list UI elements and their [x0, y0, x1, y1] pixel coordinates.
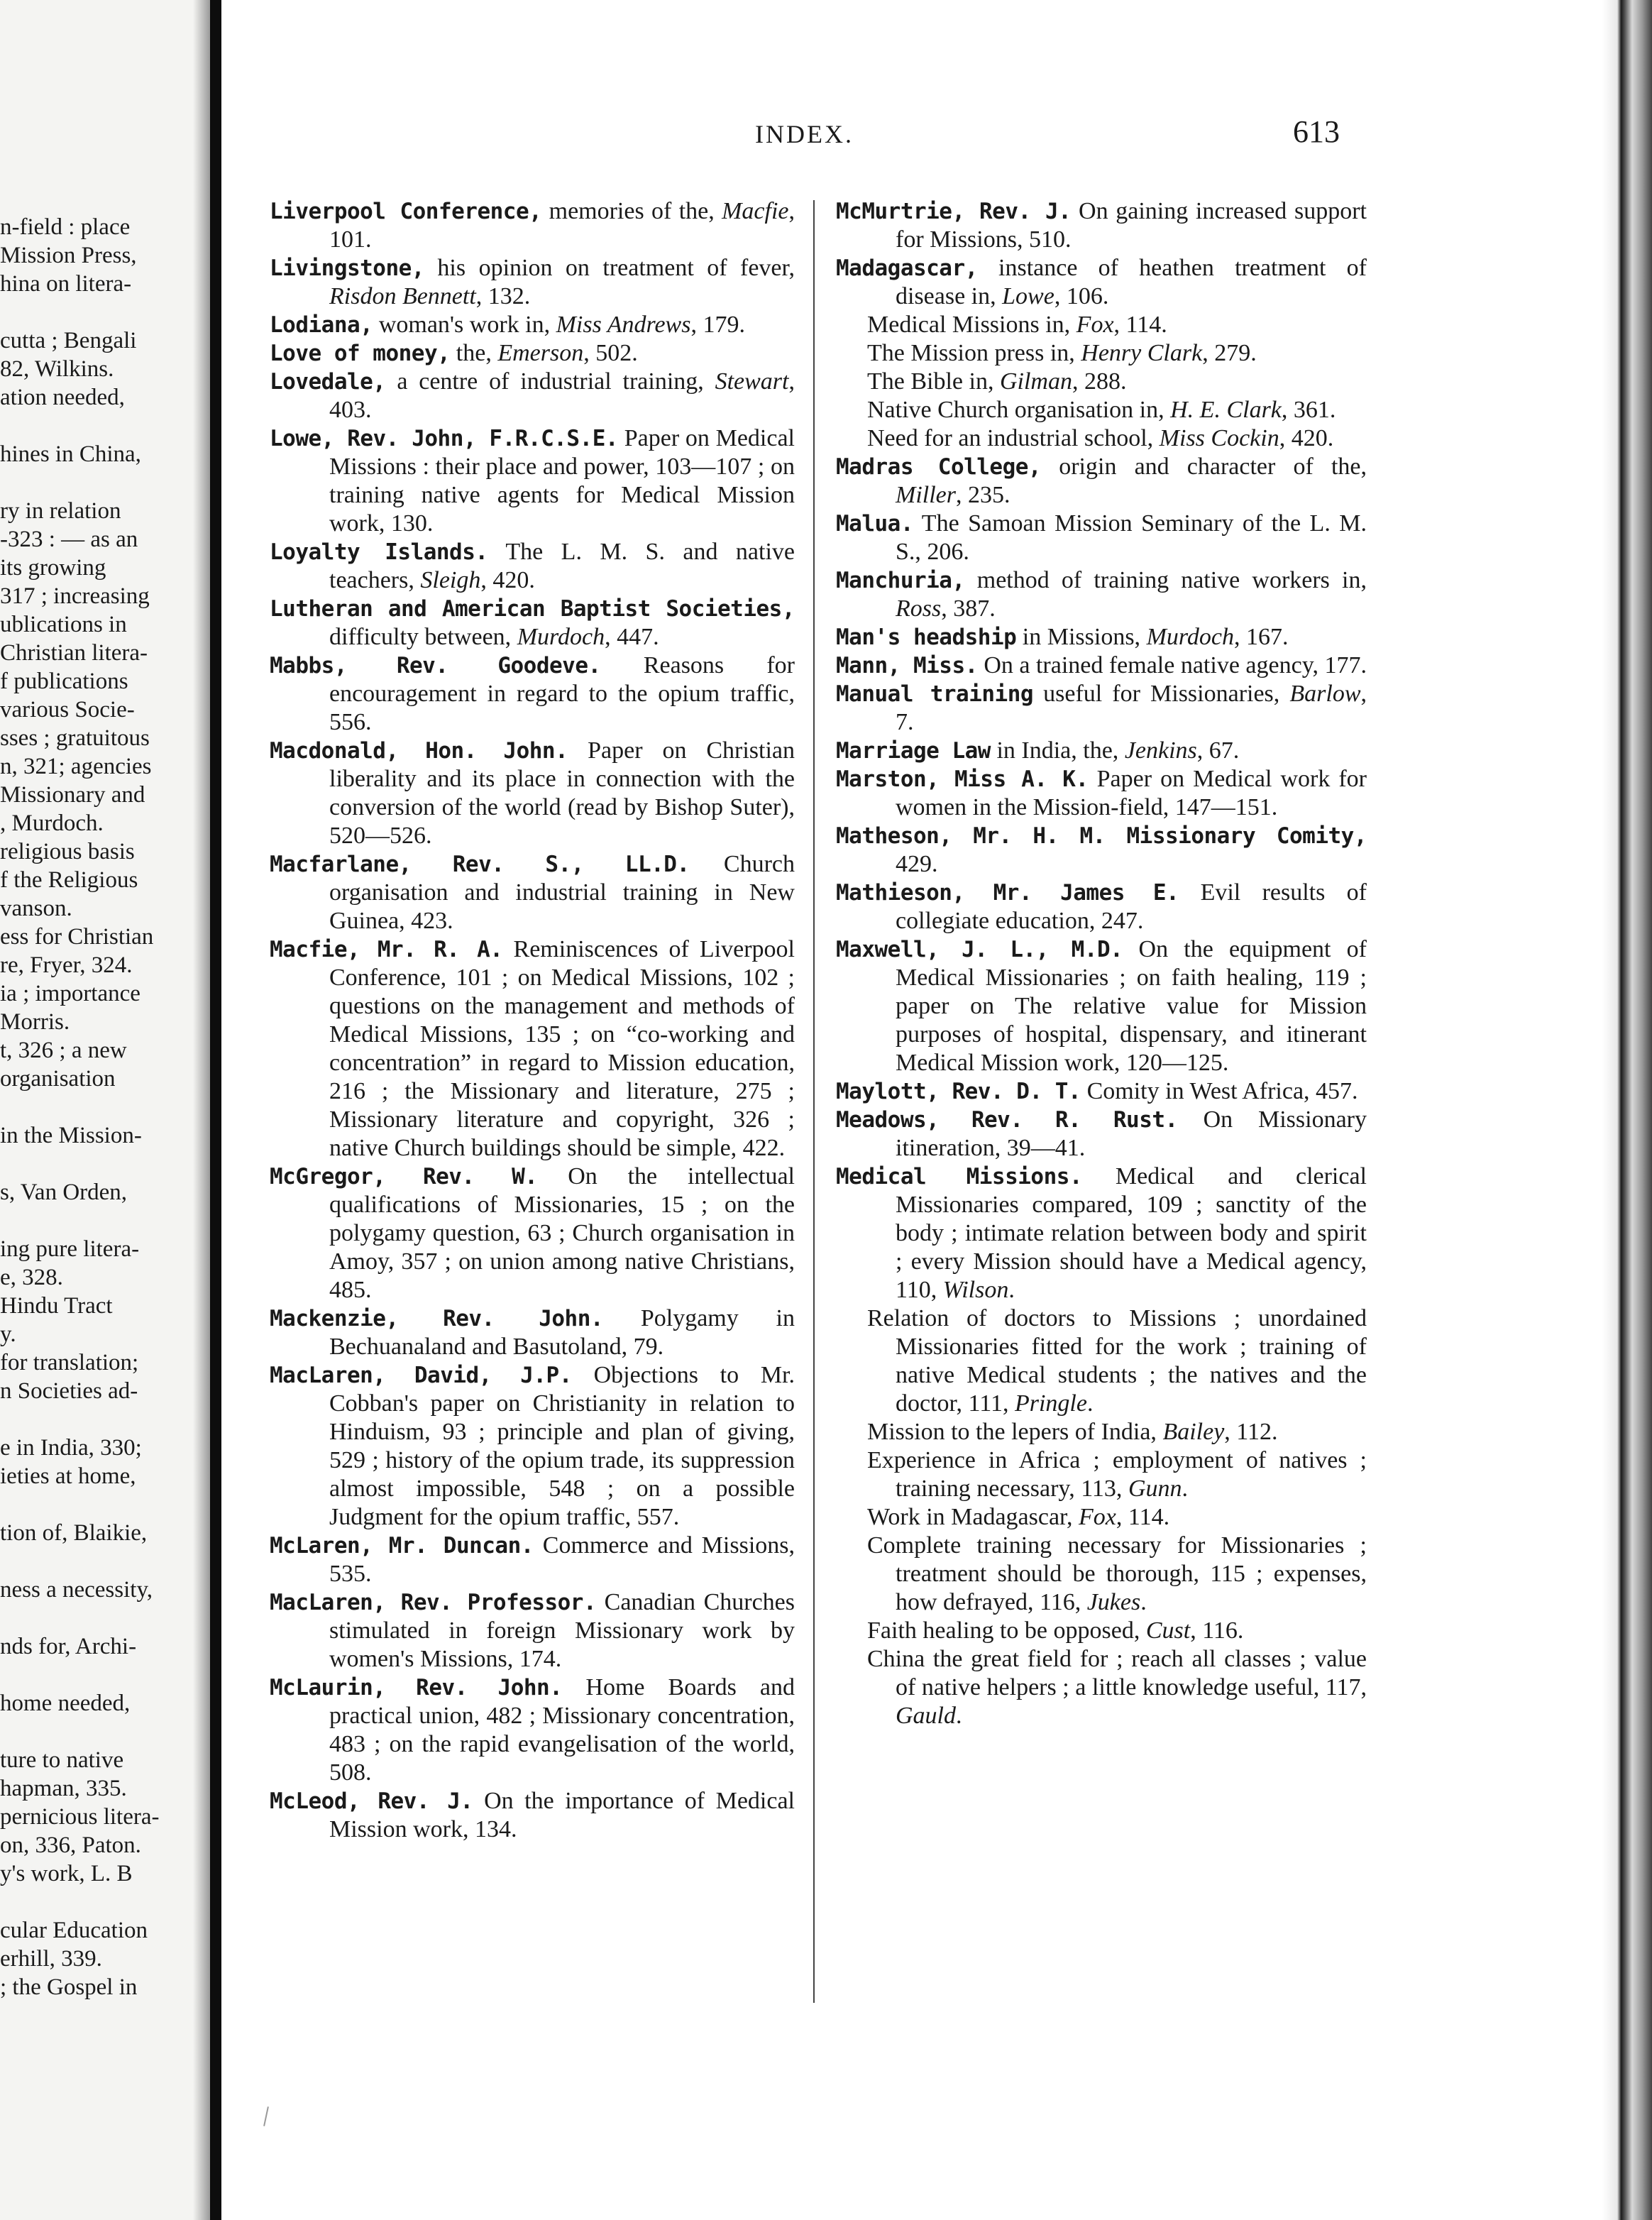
entry-text: Complete training necessary for Missionaries ; treatment should be thorough, 115 ; expenses, how defrayed, 116, [867, 1532, 1367, 1615]
entry-heading: Man's headship [836, 625, 1017, 650]
facing-page-line: hapman, 335. [0, 1776, 127, 1801]
facing-page-line: Mission Press, [0, 243, 137, 268]
facing-page-line: f the Religious [0, 867, 138, 893]
index-entry [270, 1532, 795, 1588]
facing-page-line: cular Education [0, 1918, 148, 1943]
facing-page-line: its growing [0, 555, 106, 581]
entry-text: instance of heathen treatment of disease in, [896, 255, 1367, 309]
facing-page-line: n Societies ad- [0, 1378, 138, 1404]
entry-author: Fox [1079, 1504, 1116, 1530]
facing-page-line: Hindu Tract [0, 1293, 113, 1319]
entry-text: Church organisation and industrial training in New Guinea, 423. [329, 851, 795, 934]
index-subentry [836, 1503, 1367, 1532]
entry-heading: MacLaren, Rev. Professor. [270, 1590, 597, 1615]
index-entry [836, 652, 1367, 680]
entry-text: The Samoan Mission Seminary of the L. M. S., 206. [896, 510, 1367, 565]
facing-page-line: on, 336, Paton. [0, 1832, 141, 1858]
entry-text: Objections to Mr. Cobban's paper on Christianity in relation to Hinduism, 93 ; principle and plan of giving, 529 ; history of the opium trade, its suppression almost impossible, 548 ; on a possible Judgment for the opium traffic, 557. [329, 1362, 795, 1530]
index-subentry [836, 1418, 1367, 1446]
entry-heading: Meadows, Rev. R. Rust. [836, 1107, 1178, 1133]
entry-author: Risdon Bennett [329, 283, 476, 309]
entry-heading: Maxwell, J. L., M.D. [836, 937, 1123, 962]
index-subentry [836, 311, 1367, 339]
facing-page-line: organisation [0, 1066, 116, 1092]
entry-text: Reasons for encouragement in regard to the opium traffic, 556. [329, 652, 795, 735]
entry-text: in India, the, [990, 737, 1125, 764]
entry-locator: , 67. [1196, 737, 1240, 764]
facing-page-line: 82, Wilkins. [0, 356, 114, 382]
facing-page-line: vanson. [0, 896, 72, 921]
index-entry [270, 1163, 795, 1304]
index-subentry [836, 424, 1367, 453]
index-entry [836, 1077, 1367, 1106]
entry-author: Emerson [497, 340, 584, 366]
entry-author: Stewart [715, 368, 789, 395]
index-entry [270, 254, 795, 311]
index-entry [836, 510, 1367, 566]
facing-page-line: e, 328. [0, 1265, 63, 1290]
entry-text: China the great field for ; reach all classes ; value of native helpers ; a little knowledge useful, 117, [867, 1646, 1367, 1700]
index-subentry [836, 396, 1367, 424]
entry-heading: McLaren, Mr. Duncan. [270, 1533, 534, 1559]
entry-heading: McLeod, Rev. J. [270, 1788, 473, 1814]
facing-page-line: e in India, 330; [0, 1435, 142, 1461]
entry-heading: Mathieson, Mr. James E. [836, 880, 1179, 906]
entry-text: On the intellectual qualifications of Missionaries, 15 ; on the polygamy question, 63 ; Church organisation in Amoy, 357 ; on union among native Christians, 485. [329, 1163, 795, 1303]
facing-page-line: Missionary and [0, 782, 145, 808]
facing-page-line: ry in relation [0, 498, 121, 524]
facing-page-line: ing pure litera- [0, 1236, 140, 1262]
entry-locator: , 361. [1281, 397, 1336, 423]
entry-heading: Loyalty Islands. [270, 539, 488, 565]
entry-heading: Liverpool Conference, [270, 199, 542, 224]
index-column-left [270, 197, 795, 1844]
entry-locator: , 112. [1224, 1419, 1278, 1445]
facing-page-line: ess for Christian [0, 924, 154, 950]
facing-page-line: tion of, Blaikie, [0, 1520, 148, 1546]
entry-heading: Mann, Miss. [836, 653, 978, 678]
entry-author: Murdoch [1146, 624, 1234, 650]
entry-text: On the importance of Medical Mission work, 134. [329, 1788, 795, 1842]
index-entry [836, 197, 1367, 254]
index-entry [836, 935, 1367, 1077]
entry-text: a centre of industrial training, [385, 368, 715, 395]
column-rule [813, 200, 815, 2003]
entry-author: Sleigh [420, 567, 481, 593]
entry-heading: Macfarlane, Rev. S., LL.D. [270, 852, 690, 877]
index-subentry [836, 1532, 1367, 1617]
index-entry [836, 879, 1367, 935]
entry-locator: , 101. [329, 198, 795, 253]
entry-text: On gaining increased support for Missions, 510. [896, 198, 1367, 253]
entry-text: woman's work in, [373, 312, 556, 338]
entry-text: in Missions, [1016, 624, 1147, 650]
entry-text: Paper on Christian liberality and its place in connection with the conversion of the world (read by Bishop Suter), 520—526. [329, 737, 795, 849]
facing-page-line: n, 321; agencies [0, 754, 152, 779]
index-entry [270, 1588, 795, 1674]
index-entry [836, 254, 1367, 311]
entry-author: Macfie [722, 198, 789, 224]
entry-text: useful for Missionaries, [1033, 681, 1290, 707]
facing-page-line: ture to native [0, 1747, 124, 1773]
index-entry [836, 765, 1367, 822]
entry-heading: Livingstone, [270, 255, 424, 281]
facing-page-line: religious basis [0, 839, 135, 864]
index-subentry [836, 1446, 1367, 1503]
index-entry [270, 339, 795, 368]
entry-author: Jenkins [1124, 737, 1197, 764]
book-binding [210, 0, 221, 2220]
facing-page-line: f publications [0, 669, 128, 694]
facing-page-line: erhill, 339. [0, 1946, 102, 1972]
entry-text: Relation of doctors to Missions ; unordained Missionaries fitted for the work ; training of native Medical students ; the natives and the doctor, 111, [867, 1305, 1367, 1417]
entry-author: Miller [896, 482, 956, 508]
entry-author: Miss Andrews [556, 312, 691, 338]
index-entry [270, 311, 795, 339]
index-entry [270, 935, 795, 1163]
facing-page-line: hina on litera- [0, 271, 132, 297]
entry-author: Cust [1145, 1617, 1191, 1644]
facing-page-line: various Socie- [0, 697, 135, 722]
index-column-right [836, 197, 1367, 1730]
index-subentry [836, 339, 1367, 368]
entry-heading: Lodiana, [270, 312, 373, 338]
facing-page-line: ieties at home, [0, 1463, 136, 1489]
facing-page-line: hines in China, [0, 441, 141, 467]
facing-page-line: n-field : place [0, 214, 131, 240]
running-head: INDEX. [755, 120, 854, 148]
facing-page-line: 317 ; increasing [0, 583, 150, 609]
entry-text: Mission to the lepers of India, [867, 1419, 1163, 1445]
facing-page-line: sses ; gratuitous [0, 725, 150, 751]
entry-heading: Mackenzie, Rev. John. [270, 1306, 604, 1331]
entry-locator: , 420. [480, 567, 535, 593]
entry-heading: Medical Missions. [836, 1164, 1083, 1189]
entry-locator: , 279. [1202, 340, 1257, 366]
page-number: 613 [1293, 114, 1340, 149]
facing-page-line: re, Fryer, 324. [0, 952, 133, 978]
entry-locator: . [1008, 1277, 1015, 1303]
entry-locator: , 7. [896, 681, 1367, 735]
entry-author: Miss Cockin [1159, 425, 1279, 451]
index-entry [270, 850, 795, 935]
index-subentry [836, 1617, 1367, 1645]
entry-heading: McGregor, Rev. W. [270, 1164, 538, 1189]
entry-author: Jukes [1086, 1589, 1141, 1615]
page-edge-shadow [1602, 0, 1652, 2220]
entry-text: The Bible in, [867, 368, 1000, 395]
paper-mark [263, 2106, 269, 2126]
entry-locator: , 387. [941, 595, 996, 622]
index-entry [270, 197, 795, 254]
index-entry [270, 368, 795, 424]
index-entry [270, 1674, 795, 1787]
entry-heading: McLaurin, Rev. John. [270, 1675, 563, 1700]
entry-text: Faith healing to be opposed, [867, 1617, 1146, 1644]
index-entry [270, 652, 795, 737]
index-entry [836, 680, 1367, 737]
facing-page-line: in the Mission- [0, 1123, 142, 1148]
index-entry [836, 1163, 1367, 1304]
index-entry [270, 595, 795, 652]
entry-locator: , 447. [605, 624, 659, 650]
entry-heading: Matheson, Mr. H. M. Missionary Comity, [836, 823, 1367, 849]
entry-locator: , 288. [1072, 368, 1127, 395]
entry-author: Lowe [1002, 283, 1054, 309]
index-entry [836, 566, 1367, 623]
entry-text: Medical Missions in, [867, 312, 1076, 338]
entry-text: Medical and clerical Missionaries compared, 109 ; sanctity of the body ; intimate relation between body and spirit ; every Mission should have a Medical agency, 110, [896, 1163, 1367, 1303]
entry-text: Need for an industrial school, [867, 425, 1160, 451]
facing-page-line: ublications in [0, 612, 127, 637]
entry-heading: Lutheran and American Baptist Societies, [270, 596, 795, 622]
facing-page-line: home needed, [0, 1691, 131, 1716]
index-entry [270, 424, 795, 538]
gutter-shadow [193, 0, 210, 2220]
facing-page-line: Christian litera- [0, 640, 148, 666]
facing-page-line: y. [0, 1321, 16, 1347]
entry-heading: Manchuria, [836, 568, 965, 593]
entry-text: Canadian Churches stimulated in foreign Missionary work by women's Missions, 174. [329, 1589, 795, 1672]
facing-page-line: ness a necessity, [0, 1577, 153, 1603]
entry-heading: Lowe, Rev. John, F.R.C.S.E. [270, 426, 619, 451]
facing-page-line: y's work, L. B [0, 1861, 133, 1886]
entry-text: Paper on Medical work for women in the Mission-field, 147—151. [896, 766, 1367, 820]
entry-author: Henry Clark [1081, 340, 1203, 366]
entry-locator: , 502. [583, 340, 638, 366]
entry-locator: , 179. [690, 312, 745, 338]
facing-page-fragment [0, 0, 210, 2220]
entry-text: On a trained female native agency, 177. [977, 652, 1367, 678]
entry-locator: , 114. [1113, 312, 1167, 338]
entry-author: Gunn [1128, 1476, 1182, 1502]
entry-text: difficulty between, [329, 624, 517, 650]
entry-author: Gauld [896, 1703, 956, 1729]
entry-text: Commerce and Missions, 535. [329, 1532, 795, 1587]
entry-text: Experience in Africa ; employment of natives ; training necessary, 113, [867, 1447, 1367, 1502]
entry-author: Ross [896, 595, 942, 622]
index-entry [836, 822, 1367, 879]
entry-text: The Mission press in, [867, 340, 1081, 366]
index-entry [270, 538, 795, 595]
facing-page-line: cutta ; Bengali [0, 328, 137, 353]
entry-text: Evil results of collegiate education, 247. [896, 879, 1367, 934]
entry-locator: , 235. [955, 482, 1011, 508]
entry-locator: , 116. [1190, 1617, 1244, 1644]
facing-page-line: nds for, Archi- [0, 1634, 137, 1659]
facing-page-line: ation needed, [0, 385, 125, 410]
entry-locator: . [956, 1703, 962, 1729]
facing-page-line: t, 326 ; a new [0, 1038, 127, 1063]
entry-text: Native Church organisation in, [867, 397, 1171, 423]
entry-author: Barlow [1289, 681, 1361, 707]
index-entry [836, 623, 1367, 652]
entry-author: H. E. Clark [1170, 397, 1282, 423]
entry-locator: , 403. [329, 368, 795, 423]
entry-heading: McMurtrie, Rev. J. [836, 199, 1072, 224]
entry-heading: Love of money, [270, 341, 451, 366]
facing-page-line: ia ; importance [0, 981, 141, 1006]
entry-text: method of training native workers in, [964, 567, 1367, 593]
entry-text: Comity in West Africa, 457. [1081, 1078, 1358, 1104]
index-subentry [836, 1645, 1367, 1730]
entry-text: his opinion on treatment of fever, [424, 255, 795, 281]
entry-locator: , 106. [1054, 283, 1109, 309]
entry-text: Home Boards and practical union, 482 ; Missionary concentration, 483 ; on the rapid evangelisation of the world, 508. [329, 1674, 795, 1786]
entry-heading: Marston, Miss A. K. [836, 766, 1089, 792]
entry-heading: Madagascar, [836, 255, 978, 281]
entry-heading: Mabbs, Rev. Goodeve. [270, 653, 601, 678]
index-entry [836, 453, 1367, 510]
facing-page-line: for translation; [0, 1350, 139, 1375]
index-entry [270, 1361, 795, 1532]
index-entry [270, 1787, 795, 1844]
entry-heading: Maylott, Rev. D. T. [836, 1079, 1081, 1104]
entry-text: Paper on Medical Missions : their place and power, 103—107 ; on training native agents for Medical Mission work, 130. [329, 425, 795, 537]
entry-text: the, [450, 340, 498, 366]
index-subentry [836, 368, 1367, 396]
entry-text: Work in Madagascar, [867, 1504, 1079, 1530]
facing-page-line: , Murdoch. [0, 810, 104, 836]
index-entry [270, 737, 795, 850]
entry-text: The L. M. S. and native teachers, [329, 539, 795, 593]
entry-author: Murdoch [517, 624, 605, 650]
entry-author: Fox [1076, 312, 1114, 338]
entry-text: memories of the, [541, 198, 722, 224]
entry-text: Polygamy in Bechuanaland and Basutoland, 79. [329, 1305, 795, 1360]
entry-locator: , 167. [1233, 624, 1289, 650]
entry-author: Wilson [942, 1277, 1009, 1303]
entry-author: Pringle [1014, 1390, 1087, 1417]
entry-heading: Lovedale, [270, 369, 386, 395]
entry-heading: Manual training [836, 681, 1034, 707]
entry-heading: Madras College, [836, 454, 1042, 480]
entry-text: On the equipment of Medical Missionaries ; on faith healing, 119 ; paper on The relative value for Mission purposes of hospital, dispensary, and itinerant Medical Mission work, 120—125. [896, 936, 1367, 1076]
index-entry [836, 737, 1367, 765]
entry-heading: Macfie, Mr. R. A. [270, 937, 503, 962]
entry-author: Gilman [999, 368, 1072, 395]
entry-heading: Malua. [836, 511, 913, 537]
entry-locator: , 420. [1279, 425, 1334, 451]
entry-locator: . [1140, 1589, 1147, 1615]
index-entry [836, 1106, 1367, 1163]
facing-page-line: ; the Gospel in [0, 1974, 138, 2000]
entry-text: On Missionary itineration, 39—41. [896, 1106, 1367, 1161]
entry-text: Reminiscences of Liverpool Conference, 101 ; on Medical Missions, 102 ; questions on the management and methods of Medical Missions, 135 ; on “co-working and concentration” in regard to Mission education, 216 ; the Missionary and literature, 275 ; Missionary literature and copyright, 326 ; native Church buildings should be simple, 422. [329, 936, 795, 1161]
index-subentry [836, 1304, 1367, 1418]
entry-text: origin and character of the, [1041, 454, 1367, 480]
entry-locator: . [1086, 1390, 1094, 1417]
facing-page-line: -323 : — as an [0, 527, 138, 552]
facing-page-line: pernicious litera- [0, 1804, 160, 1830]
index-entry [270, 1304, 795, 1361]
entry-heading: Macdonald, Hon. John. [270, 738, 568, 764]
entry-locator: . [1182, 1476, 1188, 1502]
entry-locator: , 114. [1116, 1504, 1170, 1530]
entry-heading: MacLaren, David, J.P. [270, 1363, 572, 1388]
entry-text: 429. [896, 851, 938, 877]
facing-page-line: s, Van Orden, [0, 1180, 128, 1205]
entry-heading: Marriage Law [836, 738, 991, 764]
entry-locator: , 132. [475, 283, 531, 309]
entry-author: Bailey [1162, 1419, 1225, 1445]
facing-page-line: Morris. [0, 1009, 70, 1035]
